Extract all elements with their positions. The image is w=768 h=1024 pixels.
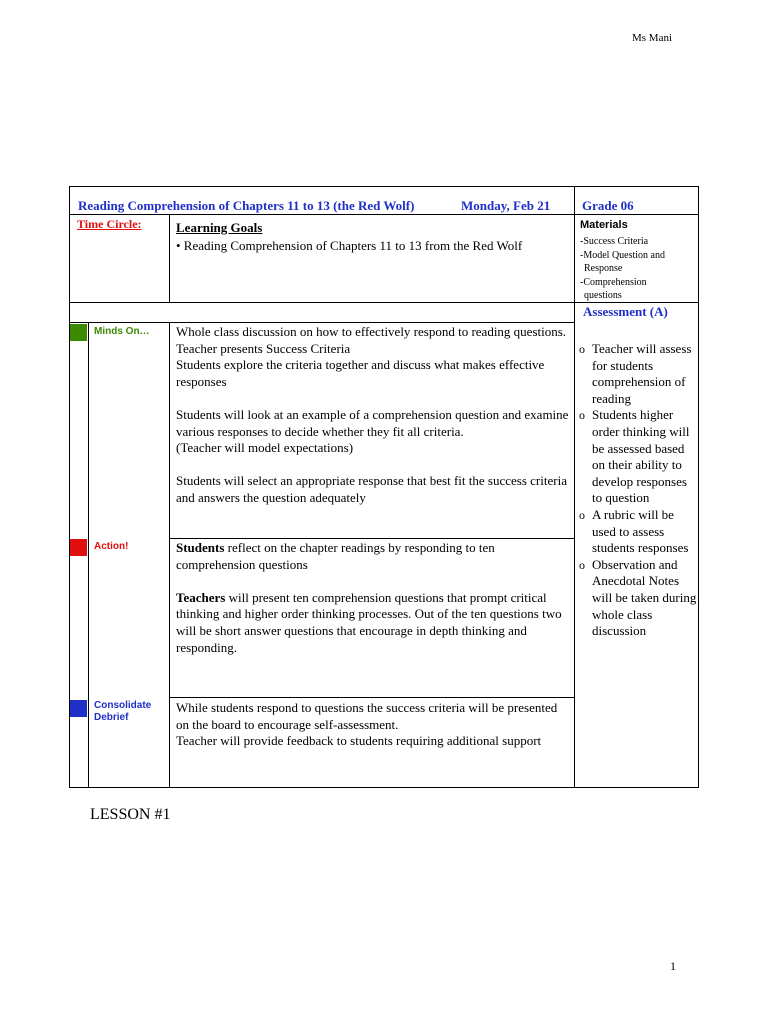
table-rule xyxy=(169,538,574,539)
action-paragraph-text: reflect on the chapter readings by responding to ten comprehension questions xyxy=(176,540,495,572)
materials-line: -Comprehension xyxy=(580,276,647,288)
lesson-title: Reading Comprehension of Chapters 11 to 13 (the Red Wolf) xyxy=(78,198,415,213)
assessment-item-text: A rubric will be used to assess students responses xyxy=(592,506,689,556)
action-paragraph xyxy=(176,540,571,573)
minds-on-label: Minds On… xyxy=(94,326,150,337)
consolidate-content xyxy=(176,700,571,750)
table-border-bottom xyxy=(69,787,699,788)
action-paragraph-text: will present ten comprehension questions that prompt critical thinking and higher order thinking processes. Out of the ten questions two will be short answer questions that encourage in depth thinking and responding. xyxy=(176,589,562,655)
action-color-marker xyxy=(70,539,87,556)
materials-list xyxy=(580,235,700,303)
materials-line: questions xyxy=(584,290,622,302)
action-paragraph-subject: Teachers xyxy=(176,589,226,605)
minds-on-color-marker xyxy=(70,324,87,341)
assessment-heading: Assessment (A) xyxy=(583,304,668,319)
teacher-name: Ms Mani xyxy=(632,32,673,44)
action-content xyxy=(176,540,571,656)
time-circle-label: Time Circle: xyxy=(77,217,142,231)
materials-heading: Materials xyxy=(580,219,628,231)
assessment-item-text: Students higher order thinking will be assessed based on their ability to develop responses to question xyxy=(592,407,690,506)
action-label: Action! xyxy=(94,541,129,552)
table-border-top xyxy=(69,186,699,187)
materials-line: Response xyxy=(584,263,623,275)
minds-on-paragraph: Whole class discussion on how to effectively respond to reading questions. Teacher presents Success Criteria Students explore the criteria together and discuss what makes effective responses xyxy=(176,324,567,389)
consolidate-color-marker xyxy=(70,700,87,717)
table-rule xyxy=(169,697,574,698)
consolidate-paragraph: While students respond to questions the success criteria will be presented on the board to encourage self-assessment. Teacher will provide feedback to students requiring additional support xyxy=(176,700,558,749)
list-bullet: o xyxy=(579,408,585,423)
consolidate-debrief-label: Consolidate Debrief xyxy=(94,700,152,723)
table-border-left xyxy=(69,186,70,788)
minds-on-paragraph: Students will look at an example of a comprehension question and examine various responses to decide whether they fit all criteria. (Teacher will model expectations) xyxy=(176,406,569,456)
assessment-item xyxy=(579,407,699,507)
assessment-item xyxy=(579,557,699,640)
table-rule xyxy=(574,186,575,788)
page-number: 1 xyxy=(670,959,676,973)
action-paragraph xyxy=(176,590,571,656)
assessment-item xyxy=(579,341,699,407)
table-rule xyxy=(69,214,699,215)
grade-label: Grade 06 xyxy=(582,198,634,213)
materials-line: -Model Question and xyxy=(580,249,665,261)
materials-line: -Success Criteria xyxy=(580,236,649,247)
minds-on-paragraph: Students will select an appropriate response that best fit the success criteria and answers the question adequately xyxy=(176,473,567,505)
table-rule xyxy=(169,214,170,303)
assessment-item xyxy=(579,507,699,557)
lesson-date: Monday, Feb 21 xyxy=(461,198,551,213)
learning-goals-heading: Learning Goals xyxy=(176,220,263,235)
assessment-list xyxy=(579,341,699,640)
table-rule xyxy=(69,322,574,323)
action-paragraph-subject: Students xyxy=(176,540,225,555)
list-bullet: o xyxy=(579,342,585,356)
table-rule xyxy=(169,322,170,788)
minds-on-content xyxy=(176,324,571,507)
list-bullet: o xyxy=(579,507,585,522)
assessment-item-text: Teacher will assess for students comprehension of reading xyxy=(592,341,692,406)
list-bullet: o xyxy=(579,557,585,572)
lesson-number: LESSON #1 xyxy=(90,806,171,823)
assessment-item-text: Observation and Anecdotal Notes will be taken during whole class discussion xyxy=(592,556,697,639)
table-rule xyxy=(88,322,89,788)
learning-goal-item: • Reading Comprehension of Chapters 11 to 13 from the Red Wolf xyxy=(176,238,523,253)
